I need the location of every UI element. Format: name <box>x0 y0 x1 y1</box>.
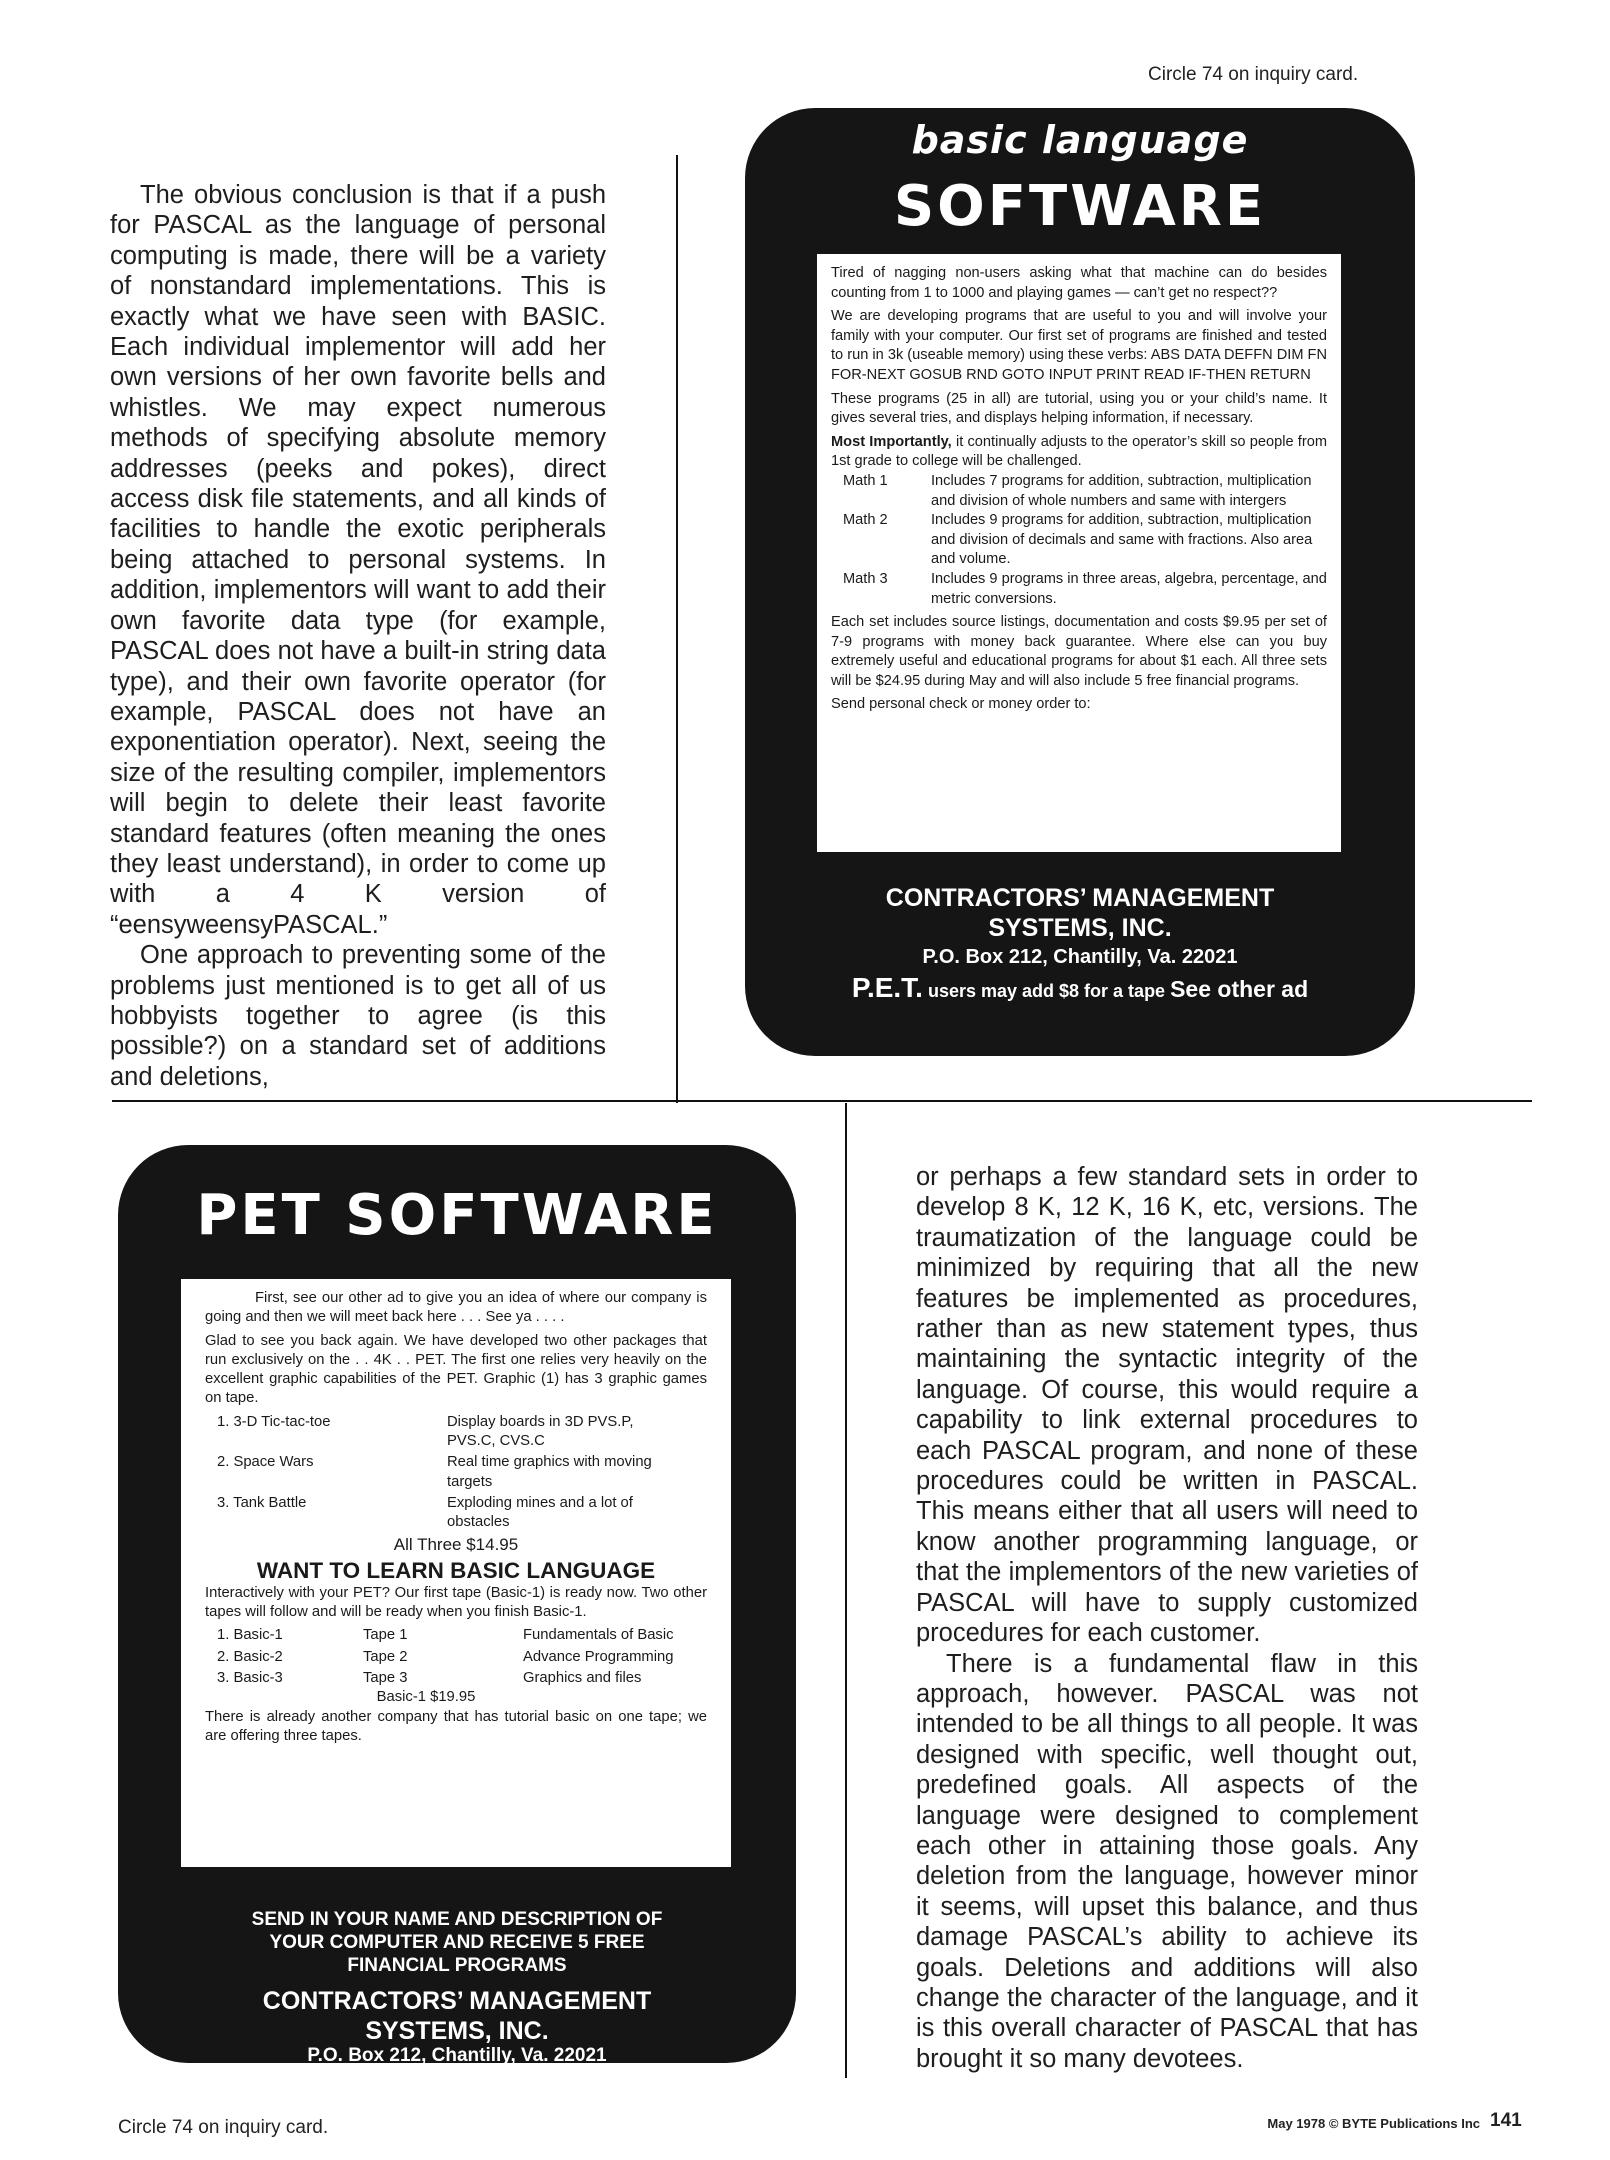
pet-company-line-2: SYSTEMS, INC. <box>365 2017 549 2045</box>
math-desc: Includes 9 programs in three areas, algebra, percentage, and metric conversions. <box>931 570 1327 607</box>
send-line-3: FINANCIAL PROGRAMS <box>347 1955 567 1976</box>
bottom-column-divider <box>845 1103 847 2078</box>
pet-paragraph-2: Glad to see you back again. We have developed two other packages that run exclusively on the . . 4K . . PET. The first one relies very heavily on the excellent graphic capabilities of the PET. Graphic (1) has 3 graphic games on tape. <box>205 1332 707 1407</box>
game-name: 3. Tank Battle <box>217 1494 307 1511</box>
left-column <box>110 180 606 1092</box>
pet-label: P.E.T. <box>851 972 923 1003</box>
math-row <box>831 570 1327 609</box>
tape-row <box>205 1626 707 1647</box>
ad-body-box <box>817 254 1341 852</box>
pet-company-line-1: CONTRACTORS’ MANAGEMENT <box>262 1987 652 2015</box>
basic-1-price: Basic-1 $19.95 <box>376 1689 476 1706</box>
math-desc: Includes 9 programs for addition, subtraction, multiplication and division of decimals and same with fractions. Also area and volume. <box>931 512 1313 568</box>
see-other-ad: See other ad <box>1170 976 1309 1002</box>
left-paragraph-2: One approach to preventing some of the problems just mentioned is to get all of us hobbyists together to agree (is this possible?) on a standard set of additions and deletions, <box>110 941 606 1091</box>
pet-software-ad <box>118 1145 796 2066</box>
footer-issue: May 1978 © BYTE Publications Inc <box>1267 2116 1480 2131</box>
tape-name: 2. Basic-2 <box>217 1648 283 1665</box>
ad-paragraph-1: Tired of nagging non-users asking what that machine can do besides counting from 1 to 1000 and playing games — can’t get no respect?? <box>831 265 1327 301</box>
games-table <box>205 1413 707 1533</box>
pet-company-address: P.O. Box 212, Chantilly, Va. 22021 <box>307 2045 607 2066</box>
basic-software-ad <box>745 108 1415 1056</box>
pet-tape-note <box>745 972 1415 1004</box>
game-row <box>205 1494 707 1533</box>
ad-title-small: basic language <box>911 118 1249 162</box>
tape-name: 3. Basic-3 <box>217 1670 283 1687</box>
math-label: Math 3 <box>843 570 888 587</box>
game-desc: Display boards in 3D PVS.P, PVS.C, CVS.C <box>447 1413 634 1450</box>
right-column <box>916 1162 1418 2074</box>
send-line-2: YOUR COMPUTER AND RECEIVE 5 FREE <box>269 1932 645 1953</box>
pet-ad-title: PET SOFTWARE <box>196 1183 718 1248</box>
tape-name: 1. Basic-1 <box>217 1627 283 1644</box>
math-desc: Includes 7 programs for addition, subtraction, multiplication and division of whole numbers and same with intergers <box>931 472 1312 509</box>
game-name: 2. Space Wars <box>217 1454 314 1471</box>
left-paragraph-1: The obvious conclusion is that if a push for PASCAL as the language of personal computing is made, there will be a variety of nonstandard implementations. This is exactly what we have seen with BASIC. Each individual implementor will add her own versions of her own favorite bells and whistles. We may expect numerous methods of specifying absolute memory addresses (peeks and pokes), direct access disk file statements, and all kinds of facilities to handle the exotic peripherals being attached to personal systems. In addition, implementors will want to add their own favorite data type (for example, PASCAL does not have a built-in string data type), and their own favorite operator (for example, PASCAL does not have an exponentiation operator). Next, seeing the size of the resulting compiler, implementors will begin to delete their least favorite standard features (often meaning the ones they least understand), in order to come up with a 4 K version of “eensyweensyPASCAL.” <box>110 181 606 939</box>
pet-ad-body-box <box>181 1279 731 1867</box>
tapes-table <box>205 1626 707 1688</box>
pet-paragraph-4: There is already another company that has tutorial basic on one tape; we are offering three tapes. <box>205 1708 707 1744</box>
tape-label: Tape 1 <box>363 1627 408 1644</box>
math-sets-table <box>831 472 1327 609</box>
right-paragraph-1: or perhaps a few standard sets in order to develop 8 K, 12 K, 16 K, etc, versions. The traumatization of the language could be minimized by requiring that all the new features be implemented as procedures, rather than as new statement types, thus maintaining the syntactic integrity of the language. Of course, this would require a capability to link external procedures to each PASCAL program, and none of these procedures could be written in PASCAL. This means either that all users will need to know another programming language, or that the implementors of the new varieties of PASCAL will have to supply customized procedures for each customer. <box>916 1163 1418 1648</box>
game-desc: Real time graphics with moving targets <box>447 1454 652 1490</box>
company-name-line-2: SYSTEMS, INC. <box>988 914 1172 942</box>
tape-desc: Graphics and files <box>523 1670 642 1687</box>
ad-paragraph-6: Send personal check or money order to: <box>831 696 1091 713</box>
ad-title-big: SOFTWARE <box>893 174 1267 239</box>
top-column-divider <box>676 155 678 1103</box>
math-row <box>831 511 1327 570</box>
page-number: 141 <box>1490 2110 1522 2131</box>
company-address: P.O. Box 212, Chantilly, Va. 22021 <box>922 946 1238 968</box>
bottom-caption: Circle 74 on inquiry card. <box>118 2117 329 2138</box>
tape-label: Tape 3 <box>363 1670 408 1687</box>
math-label: Math 2 <box>843 512 888 529</box>
ad-emphasis: Most Importantly, <box>831 433 952 450</box>
tape-desc: Fundamentals of Basic <box>523 1627 674 1644</box>
right-paragraph-2: There is a fundamental flaw in this approach, however. PASCAL was not intended to be all things to all people. It was designed with specific, well thought out, predefined goals. All aspects of the language were designed to complement each other in attaining those goals. Any deletion from the language, however minor it seems, will upset this balance, and thus damage PASCAL’s ability to achieve its goals. Deletions and additions will also change the character of the language, and it is this overall character of PASCAL that has brought it so many devotees. <box>916 1649 1418 2073</box>
pet-paragraph-3: Interactively with your PET? Our first tape (Basic-1) is ready now. Two other tapes will follow and will be ready when you finish Basic-1. <box>205 1584 707 1621</box>
game-row <box>205 1413 707 1454</box>
company-name-line-1: CONTRACTORS’ MANAGEMENT <box>885 884 1275 912</box>
ad-paragraph-2: We are developing programs that are useful to you and will involve your family with your computer. Our first set of programs are finished and tested to run in 3k (useable memory) using these verbs: ABS DATA DEFFN DIM FN FOR-NEXT GOSUB RND GOTO INPUT PRINT READ IF-THEN RETURN <box>831 308 1327 383</box>
learn-basic-headline: WANT TO LEARN BASIC LANGUAGE <box>256 1557 656 1583</box>
all-three-price: All Three $14.95 <box>393 1534 519 1554</box>
ad-paragraph-3: These programs (25 in all) are tutorial, using you or your child’s name. It gives several tries, and displays helping information, if necessary. <box>831 390 1327 427</box>
ad-paragraph-5: Each set includes source listings, documentation and costs $9.95 per set of 7-9 programs with money back guarantee. Where else can you buy extremely useful and educational programs for about $1 each. All three sets will be $24.95 during May and will also include 5 free financial programs. <box>831 614 1327 689</box>
math-row <box>831 472 1327 511</box>
pet-tape-text: users may add $8 for a tape <box>922 981 1171 1001</box>
game-name: 1. 3-D Tic-tac-toe <box>217 1413 331 1430</box>
ad-paragraph-4-text: it continually adjusts to the operator’s skill so people from 1st grade to college will be challenged. <box>831 433 1327 470</box>
tape-row <box>205 1669 707 1688</box>
tape-label: Tape 2 <box>363 1648 408 1665</box>
middle-horizontal-rule <box>112 1100 1532 1102</box>
tape-desc: Advance Programming <box>523 1648 674 1665</box>
tape-row <box>205 1648 707 1669</box>
pet-intro: First, see our other ad to give you an idea of where our company is going and then we will meet back here . . . See ya . . . . <box>205 1290 707 1326</box>
math-label: Math 1 <box>843 472 888 489</box>
game-row <box>205 1453 707 1494</box>
game-desc: Exploding mines and a lot of obstacles <box>447 1494 633 1531</box>
send-line-1: SEND IN YOUR NAME AND DESCRIPTION OF <box>251 1909 663 1930</box>
top-caption: Circle 74 on inquiry card. <box>1148 64 1359 85</box>
ad-paragraph-4 <box>831 433 1327 472</box>
